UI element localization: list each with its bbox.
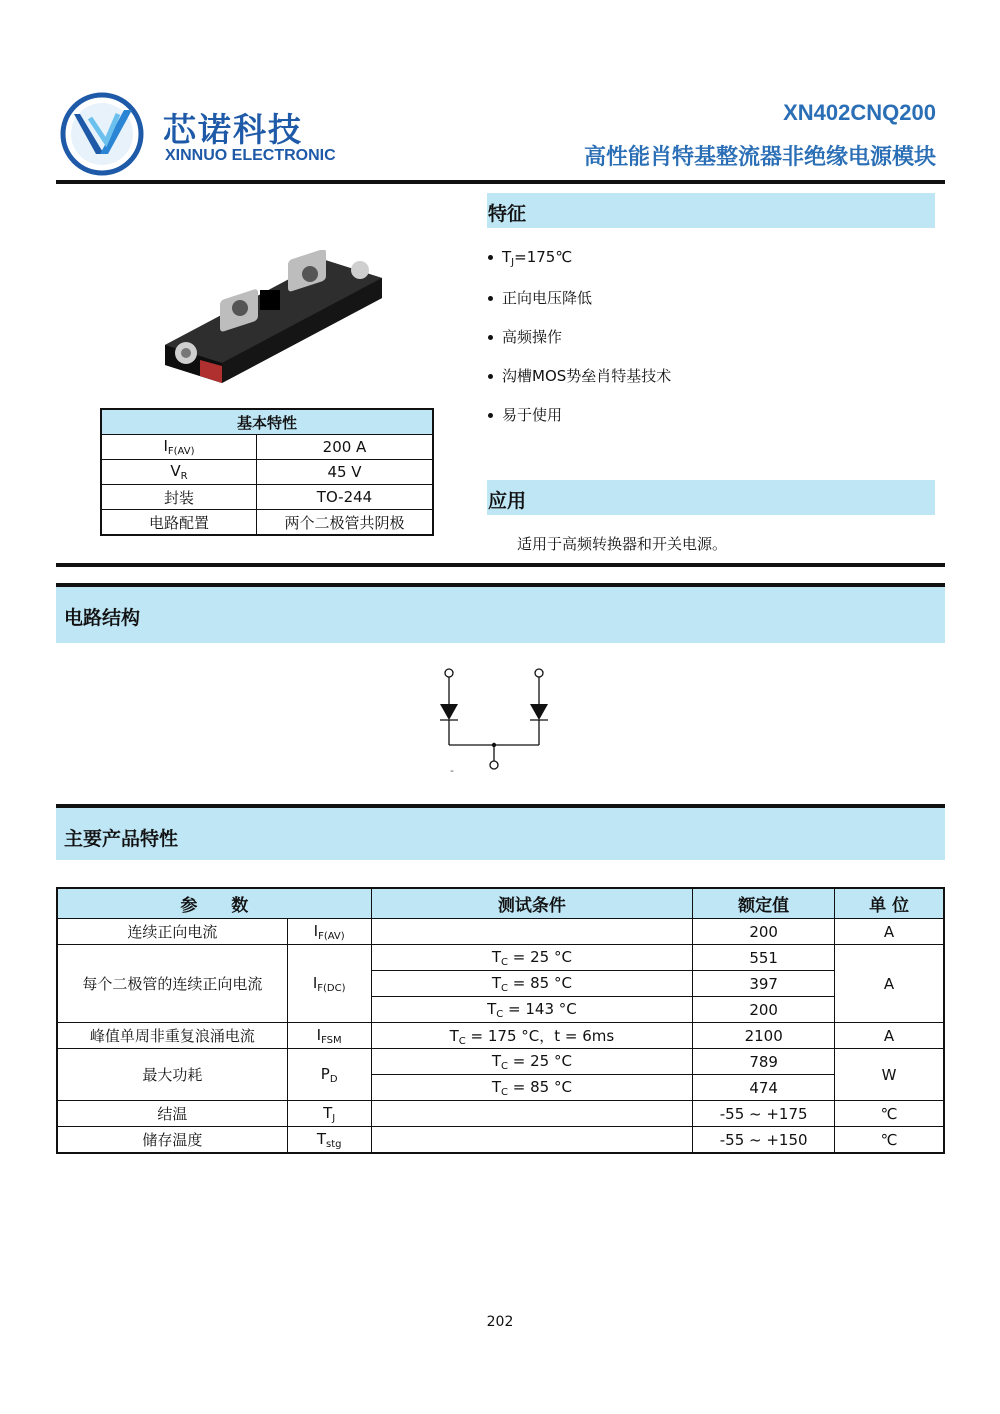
logo-icon <box>60 92 144 176</box>
main-section-title: 主要产品特性 <box>64 828 179 850</box>
symbol: I <box>316 1025 322 1044</box>
symbol-subscript: F(AV) <box>318 930 345 942</box>
param-name: 连续正向电流 <box>57 919 287 945</box>
unit: ℃ <box>835 1127 944 1154</box>
header-condition: 测试条件 <box>371 888 693 919</box>
circuit-title: 电路结构 <box>64 607 141 629</box>
symbol: T <box>316 1129 326 1148</box>
module-image <box>160 250 390 385</box>
basic-table-title: 基本特性 <box>101 409 433 435</box>
rated-value: 551 <box>693 945 835 971</box>
value: 两个二极管共阴极 <box>257 510 434 536</box>
page-number: 202 <box>486 1314 514 1330</box>
feature-item: $T_J=175℃$ <box>488 248 572 268</box>
application-text: 适用于高频转换器和开关电源。 <box>517 535 728 553</box>
symbol: I <box>163 437 168 455</box>
unit: ℃ <box>835 1101 944 1127</box>
feature-item: 易于使用 <box>488 404 562 425</box>
circuit-band <box>56 587 945 643</box>
condition: $T_C = 25$ °C <box>371 945 693 971</box>
label: 电路配置 <box>101 510 257 536</box>
main-characteristics-table <box>56 887 945 1154</box>
condition <box>371 919 693 945</box>
application-title: 应用 <box>488 490 527 512</box>
table-row <box>101 460 433 485</box>
header-rated: 额定值 <box>693 888 835 919</box>
value: 45 V <box>257 460 434 485</box>
header-param: 参 数 <box>57 888 371 919</box>
condition <box>371 1127 693 1154</box>
param-name: 每个二极管的连续正向电流 <box>57 945 287 1023</box>
unit: A <box>835 1023 944 1049</box>
condition: $T_C = 85$ °C <box>371 1075 693 1101</box>
application-band <box>487 480 935 515</box>
param-name: 最大功耗 <box>57 1049 287 1101</box>
features-title: 特征 <box>488 203 527 225</box>
model-number: XN402CNQ200 <box>783 100 936 125</box>
feature-item: 正向电压降低 <box>488 287 592 308</box>
rated-value: 397 <box>693 971 835 997</box>
symbol-subscript: D <box>329 1073 338 1085</box>
symbol-subscript: F(AV) <box>167 446 195 457</box>
symbol-subscript: F(DC) <box>317 982 346 994</box>
label: 封装 <box>101 485 257 510</box>
symbol: I <box>312 973 318 992</box>
value: TO-244 <box>257 485 434 510</box>
rated-value: -55 ~ +150 <box>693 1127 835 1154</box>
symbol: P <box>320 1064 330 1083</box>
symbol: I <box>313 921 319 940</box>
company-name-en: XINNUO ELECTRONIC <box>165 147 336 164</box>
condition: $T_C = 85$ °C <box>371 971 693 997</box>
param-name: 峰值单周非重复浪涌电流 <box>57 1023 287 1049</box>
rated-value: 200 <box>693 919 835 945</box>
table-row <box>57 1127 944 1154</box>
feature-item: 高频操作 <box>488 326 562 347</box>
rated-value: 200 <box>693 997 835 1023</box>
table-header-row <box>57 888 944 919</box>
table-row <box>101 510 433 536</box>
table-row <box>57 919 944 945</box>
symbol: T <box>323 1103 333 1122</box>
product-photo <box>160 250 390 385</box>
main-band <box>56 808 945 860</box>
features-band <box>487 193 935 228</box>
feature-item: 沟槽MOS势垒肖特基技术 <box>488 365 671 386</box>
bullet-icon <box>488 255 493 260</box>
basic-characteristics-table <box>100 408 434 536</box>
bullet-icon <box>488 374 493 379</box>
table-row <box>57 1023 944 1049</box>
section-divider <box>56 563 945 567</box>
unit: A <box>835 919 944 945</box>
table-row <box>57 1101 944 1127</box>
header-divider <box>56 180 945 184</box>
symbol-subscript: stg <box>326 1138 342 1150</box>
table-row <box>57 1049 944 1075</box>
rated-value: 2100 <box>693 1023 835 1049</box>
condition: $T_C = 143$ °C <box>371 997 693 1023</box>
symbol-subscript: R <box>180 471 188 482</box>
bullet-icon <box>488 335 493 340</box>
product-subtitle: 高性能肖特基整流器非绝缘电源模块 <box>583 145 936 170</box>
value: 200 A <box>257 435 434 460</box>
header-unit: 单 位 <box>835 888 944 919</box>
param-name: 储存温度 <box>57 1127 287 1154</box>
unit: A <box>835 945 944 1023</box>
rated-value: 789 <box>693 1049 835 1075</box>
minus-label: - <box>450 764 454 777</box>
rated-value: 474 <box>693 1075 835 1101</box>
symbol: V <box>170 462 181 480</box>
symbol-subscript: J <box>332 1112 336 1124</box>
company-name-cn: 芯诺科技 <box>163 110 303 149</box>
condition <box>371 1101 693 1127</box>
symbol-subscript: FSM <box>321 1034 342 1046</box>
company-logo <box>60 92 144 176</box>
unit: W <box>835 1049 944 1101</box>
bullet-icon <box>488 413 493 418</box>
condition: $T_C = 175$ °C，t = 6ms <box>371 1023 693 1049</box>
param-name: 结温 <box>57 1101 287 1127</box>
bullet-icon <box>488 296 493 301</box>
condition: $T_C = 25$ °C <box>371 1049 693 1075</box>
rated-value: -55 ~ +175 <box>693 1101 835 1127</box>
table-row <box>57 945 944 971</box>
table-row <box>101 485 433 510</box>
table-row <box>101 435 433 460</box>
